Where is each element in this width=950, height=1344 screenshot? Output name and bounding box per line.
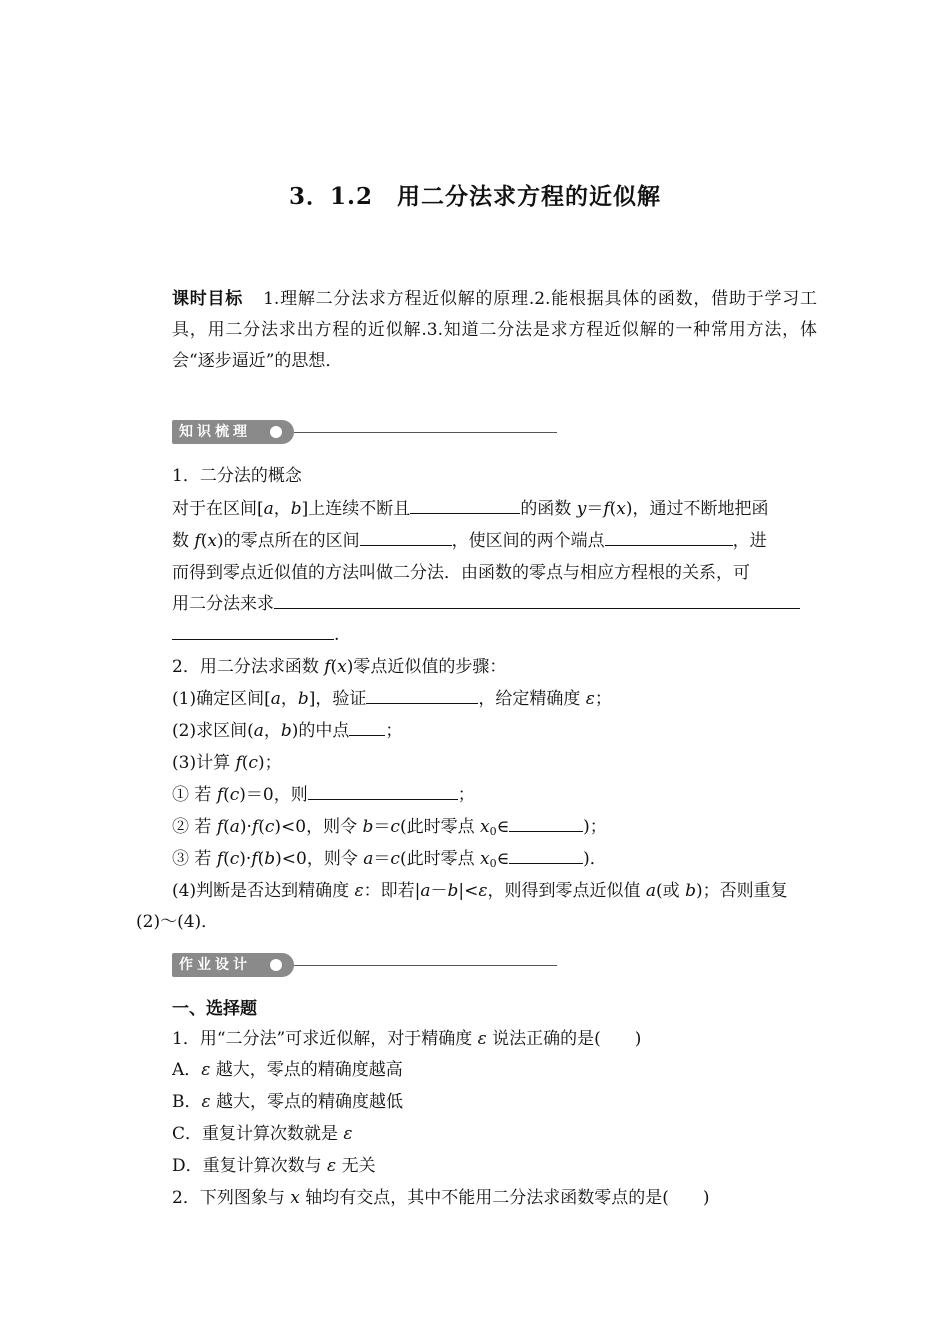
option-d — [172, 1154, 817, 1178]
var-b: b — [280, 721, 292, 741]
var-b: b — [264, 849, 276, 869]
section-rule — [294, 965, 557, 966]
page-title: 3．1.2 用二分法求方程的近似解 — [288, 183, 662, 210]
var-b: b — [290, 499, 302, 519]
text: 2．下列图象与 — [172, 1188, 291, 1208]
fill-blank — [349, 719, 385, 736]
var-c: c — [390, 849, 400, 869]
section-banner-knowledge — [172, 418, 557, 448]
lesson-objectives — [172, 284, 817, 377]
text: A． — [172, 1060, 202, 1080]
text: ， — [263, 721, 281, 741]
text: B． — [172, 1092, 202, 1112]
text: . — [334, 625, 340, 645]
text: ，则得到零点近似值 — [487, 881, 646, 901]
concept-line-2 — [172, 529, 817, 553]
text: )； — [257, 753, 282, 773]
text: )，通过不断地把函 — [625, 499, 769, 519]
var-a: a — [253, 721, 264, 741]
text: 1．用“二分法”可求近似解，对于精确度 — [172, 1029, 478, 1049]
bullet-dot-icon — [270, 959, 282, 971]
text: )零点近似值的步骤： — [346, 657, 507, 677]
var-f: f — [251, 817, 259, 837]
text: )． — [583, 849, 607, 869]
subscript: 0 — [489, 857, 497, 870]
text: ( — [330, 657, 338, 677]
text: 用二分法来求 — [172, 594, 274, 614]
text: )； — [583, 817, 607, 837]
text: ：即若| — [363, 881, 421, 901]
text: ( — [257, 849, 265, 869]
var-f: f — [194, 531, 201, 551]
exercise-heading — [172, 997, 817, 1021]
text: ； — [457, 785, 475, 805]
text: 无关 — [336, 1156, 376, 1176]
text: 一、选择题 — [172, 999, 257, 1019]
concept-line-4 — [172, 592, 817, 616]
text: ( — [223, 849, 230, 869]
objectives-text: 1.理解二分法求方程近似解的原理.2.能根据具体的函数，借助于学习工具，用二分法求出方程的近似解.3.知道二分法是求方程近似解的一种常用方法，体会“逐步逼近”的思想． — [172, 289, 817, 371]
var-x: x — [290, 1188, 300, 1208]
text: (或 — [656, 881, 686, 901]
text: ， — [273, 499, 291, 519]
text: 越大，零点的精确度越高 — [210, 1060, 403, 1080]
var-a: a — [229, 817, 240, 837]
text: ( — [258, 817, 265, 837]
var-x: x — [616, 499, 626, 519]
section-banner-exercises — [172, 951, 557, 981]
text: 的函数 — [520, 499, 577, 519]
var-b: b — [362, 817, 374, 837]
var-f: f — [216, 817, 224, 837]
text: ② 若 — [172, 817, 217, 837]
fill-blank — [605, 529, 733, 546]
text: ＝ — [373, 817, 391, 837]
var-f: f — [235, 753, 242, 773]
step-3 — [172, 751, 817, 775]
section-tag: 知识梳理 — [172, 420, 294, 444]
section-tag: 作业设计 — [172, 953, 294, 977]
text: )＝0，则 — [239, 785, 308, 805]
var-epsilon: ε — [343, 1124, 353, 1144]
var-y: y — [576, 499, 587, 519]
text: ＝ — [586, 499, 604, 519]
fill-blank — [410, 497, 520, 514]
concept-line-5 — [172, 623, 817, 647]
text: )的零点所在的区间 — [216, 531, 360, 551]
concept-line-1 — [172, 497, 817, 521]
fill-blank — [509, 847, 583, 864]
var-a: a — [270, 689, 281, 709]
text: )<0，则令 — [275, 849, 364, 869]
text: ； — [594, 689, 612, 709]
var-a: a — [263, 499, 274, 519]
fill-blank — [509, 815, 583, 832]
var-epsilon: ε — [201, 1060, 211, 1080]
option-a — [172, 1058, 817, 1082]
fill-blank — [308, 783, 458, 800]
step-4 — [172, 879, 817, 903]
text: ∈ — [496, 817, 510, 837]
text: ∈ — [496, 849, 510, 869]
text: ，进 — [732, 531, 767, 551]
text: (此时零点 — [399, 849, 480, 869]
text: )· — [239, 849, 252, 869]
text: |< — [458, 881, 479, 901]
text: ( — [223, 785, 230, 805]
option-c — [172, 1122, 817, 1146]
text: )· — [239, 817, 252, 837]
text: )的中点 — [291, 721, 350, 741]
text: ＝ — [373, 849, 391, 869]
var-x: x — [337, 657, 347, 677]
question-1 — [172, 1027, 817, 1051]
var-f: f — [216, 849, 224, 869]
text: (2)求区间( — [172, 721, 254, 741]
var-c: c — [229, 785, 240, 805]
text: )；否则重复 — [695, 881, 788, 901]
text: 对于在区间[ — [172, 499, 264, 519]
question-2 — [172, 1186, 817, 1210]
var-b: b — [447, 881, 459, 901]
var-c: c — [229, 849, 240, 869]
var-x: x — [207, 531, 217, 551]
text: ， — [280, 689, 298, 709]
fill-blank — [172, 623, 334, 640]
case-1 — [172, 783, 817, 807]
var-b: b — [297, 689, 309, 709]
var-epsilon: ε — [585, 689, 595, 709]
var-f: f — [216, 785, 224, 805]
var-a: a — [420, 881, 431, 901]
text: 而得到零点近似值的方法叫做二分法．由函数的零点与相应方程根的关系，可 — [172, 563, 750, 583]
case-2 — [172, 815, 817, 844]
section-rule — [294, 432, 557, 433]
text: 轴均有交点，其中不能用二分法求函数零点的是( ) — [299, 1188, 710, 1208]
text: ( — [609, 499, 617, 519]
var-x: x — [479, 817, 490, 837]
text: (此时零点 — [399, 817, 480, 837]
step-4-continued — [136, 910, 781, 934]
var-a: a — [645, 881, 657, 901]
text: － — [430, 881, 448, 901]
var-epsilon: ε — [327, 1156, 337, 1176]
var-f: f — [324, 657, 331, 677]
fill-blank — [274, 592, 800, 609]
text: ③ 若 — [172, 849, 217, 869]
item2-title — [172, 655, 817, 679]
item1-title-text: 1．二分法的概念 — [172, 466, 302, 486]
bullet-dot-icon — [270, 426, 282, 438]
text: 2．用二分法求函数 — [172, 657, 325, 677]
text: D．重复计算次数与 — [172, 1156, 328, 1176]
var-c: c — [264, 817, 275, 837]
concept-line-3 — [172, 561, 817, 585]
var-c: c — [248, 753, 258, 773]
text: ，给定精确度 — [478, 689, 586, 709]
fill-blank — [366, 687, 478, 704]
step-1 — [172, 687, 817, 711]
text: 越大，零点的精确度越低 — [210, 1092, 404, 1112]
step-2 — [172, 719, 817, 743]
text: C．重复计算次数就是 — [172, 1124, 344, 1144]
text: ( — [223, 817, 230, 837]
var-epsilon: ε — [201, 1092, 211, 1112]
case-3 — [172, 847, 817, 876]
text: (3)计算 — [172, 753, 236, 773]
item1-title — [172, 464, 817, 488]
var-epsilon: ε — [477, 1029, 487, 1049]
text: (1)确定区间[ — [172, 689, 271, 709]
text: 数 — [172, 531, 195, 551]
text: (4)判断是否达到精确度 — [172, 881, 355, 901]
var-f: f — [251, 849, 258, 869]
fill-blank — [360, 529, 452, 546]
text: ]上连续不断且 — [301, 499, 411, 519]
option-b — [172, 1090, 817, 1114]
var-b: b — [685, 881, 696, 901]
text: ① 若 — [172, 785, 217, 805]
text: ( — [241, 753, 249, 773]
var-a: a — [363, 849, 374, 869]
text: ； — [385, 721, 403, 741]
objectives-label: 课时目标 — [172, 289, 244, 309]
var-c: c — [390, 817, 400, 837]
var-f: f — [603, 499, 610, 519]
var-epsilon: ε — [354, 881, 364, 901]
text: )<0，则令 — [274, 817, 363, 837]
var-x: x — [479, 849, 490, 869]
text: ( — [200, 531, 208, 551]
text: ，使区间的两个端点 — [451, 531, 605, 551]
subscript: 0 — [489, 825, 497, 838]
text: 说法正确的是( ) — [486, 1029, 642, 1049]
text: ]，验证 — [308, 689, 367, 709]
var-epsilon: ε — [478, 881, 488, 901]
text: (2)～(4)． — [136, 912, 219, 932]
